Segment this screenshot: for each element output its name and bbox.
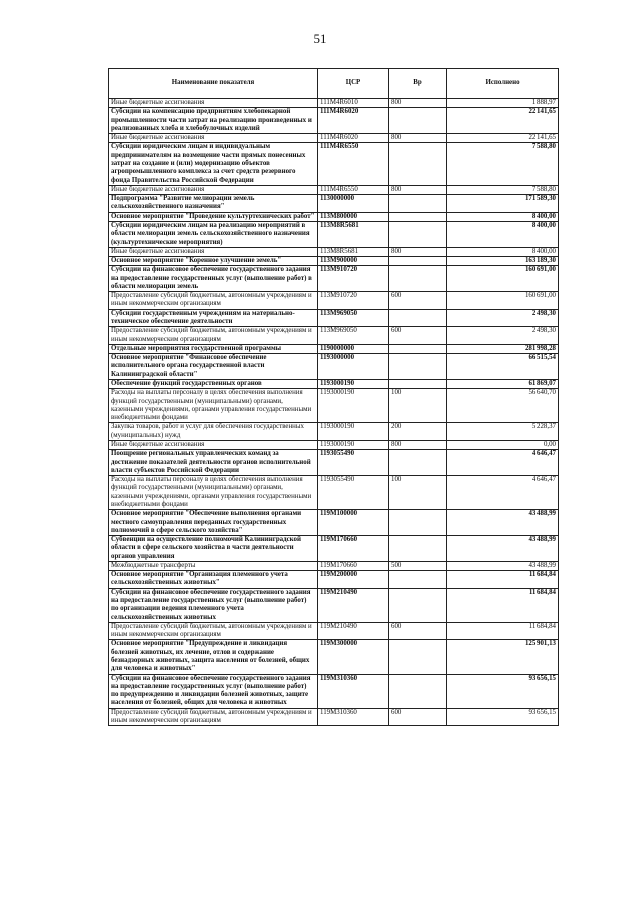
table-row [109,257,559,266]
row-sum-cell: 11 684,84 [447,588,559,622]
row-vr-cell [389,108,447,134]
table-row [109,423,559,441]
row-vr-cell: 800 [389,99,447,108]
row-name-cell: Субсидии на финансовое обеспечение государственного задания на предоставление государственных услуг (выполнение работ) по организации ведения племенного учета сельскохозяйственных животных [109,588,318,622]
row-vr-cell [389,380,447,389]
table-row [109,221,559,247]
row-vr-cell [389,450,447,476]
row-csr-cell: 119M170660 [318,561,389,570]
row-name-cell: Предоставление субсидий бюджетным, автономным учреждениям и иным некоммерческим организациям [109,327,318,345]
row-vr-cell: 200 [389,423,447,441]
row-csr-cell: 119M310360 [318,708,389,726]
row-sum-cell: 43 488,99 [447,536,559,562]
row-name-cell: Субсидии на финансовое обеспечение государственного задания на предоставление государственных услуг (выполнение работ) в области мелиорации земель [109,266,318,292]
row-csr-cell: 1193000190 [318,380,389,389]
table-row [109,327,559,345]
row-csr-cell: 1193055490 [318,450,389,476]
row-vr-cell: 800 [389,247,447,256]
row-vr-cell [389,640,447,674]
table-row [109,380,559,389]
row-vr-cell [389,536,447,562]
row-vr-cell [389,221,447,247]
row-vr-cell: 100 [389,476,447,510]
table-row [109,510,559,536]
row-csr-cell: 113M800000 [318,212,389,221]
row-csr-cell: 1193000190 [318,423,389,441]
table-row [109,309,559,327]
row-name-cell: Расходы на выплаты персоналу в целях обеспечения выполнения функций государственными (муниципальными) органами, казенными учреждениями, органами управления государственными внебюджетными фондами [109,476,318,510]
row-csr-cell: 111M4R6020 [318,108,389,134]
row-vr-cell [389,212,447,221]
row-sum-cell: 125 901,13 [447,640,559,674]
row-vr-cell: 800 [389,185,447,194]
table-row [109,99,559,108]
row-vr-cell: 600 [389,292,447,310]
row-name-cell: Поощрение региональных управленческих команд за достижение показателей деятельности органов исполнительной власти субъектов Российской Федерации [109,450,318,476]
table-row [109,143,559,185]
row-csr-cell: 1130000000 [318,195,389,213]
table-row [109,588,559,622]
row-sum-cell: 8 400,00 [447,221,559,247]
row-vr-cell: 600 [389,327,447,345]
row-name-cell: Предоставление субсидий бюджетным, автономным учреждениям и иным некоммерческим организациям [109,292,318,310]
row-sum-cell: 281 998,28 [447,344,559,353]
row-csr-cell: 113M8R5681 [318,221,389,247]
row-sum-cell: 160 691,00 [447,292,559,310]
table-header-row [109,69,559,99]
row-vr-cell: 100 [389,389,447,423]
row-sum-cell: 93 656,15 [447,674,559,708]
row-name-cell: Закупка товаров, работ и услуг для обеспечения государственных (муниципальных) нужд [109,423,318,441]
row-csr-cell: 113M969050 [318,309,389,327]
row-name-cell: Основное мероприятие "Организация племенного учета сельскохозяйственных животных" [109,571,318,589]
row-sum-cell: 43 488,99 [447,510,559,536]
row-csr-cell: 111M4R6010 [318,99,389,108]
row-sum-cell: 22 141,65 [447,108,559,134]
row-csr-cell: 113M969050 [318,327,389,345]
budget-table [108,68,559,726]
row-csr-cell: 1190000000 [318,344,389,353]
row-name-cell: Иные бюджетные ассигнования [109,99,318,108]
row-name-cell: Иные бюджетные ассигнования [109,247,318,256]
header-name: Наименование показателя [109,69,318,99]
row-sum-cell: 4 646,47 [447,450,559,476]
row-vr-cell [389,674,447,708]
row-sum-cell: 11 684,84 [447,571,559,589]
row-name-cell: Основное мероприятие "Обеспечение выполнения органами местного самоуправления переданных государственных полномочий в сфере сельского хозяйства" [109,510,318,536]
row-name-cell: Основное мероприятие "Финансовое обеспечение исполнительного органа государственной власти Калининградской области" [109,354,318,380]
row-vr-cell [389,195,447,213]
table-body [109,99,559,726]
row-name-cell: Субвенции на осуществление полномочий Калининградской области в сфере сельского хозяйства в части деятельности органов управления [109,536,318,562]
row-sum-cell: 8 400,00 [447,247,559,256]
table-row [109,536,559,562]
table-row [109,212,559,221]
row-sum-cell: 93 656,15 [447,708,559,726]
row-sum-cell: 2 498,30 [447,327,559,345]
header-sum: Исполнено [447,69,559,99]
table-row [109,247,559,256]
row-name-cell: Предоставление субсидий бюджетным, автономным учреждениям и иным некоммерческим организациям [109,622,318,640]
row-vr-cell: 800 [389,440,447,449]
table-row [109,266,559,292]
row-csr-cell: 113M910720 [318,266,389,292]
table-row [109,195,559,213]
row-vr-cell [389,354,447,380]
table-row [109,108,559,134]
row-sum-cell: 5 228,37 [447,423,559,441]
table-row [109,440,559,449]
row-name-cell: Расходы на выплаты персоналу в целях обеспечения выполнения функций государственными (муниципальными) органами, казенными учреждениями, органами управления государственными внебюджетными фондами [109,389,318,423]
row-vr-cell: 800 [389,134,447,143]
row-csr-cell: 119M170660 [318,536,389,562]
row-sum-cell: 4 646,47 [447,476,559,510]
table-row [109,185,559,194]
table-row [109,640,559,674]
header-csr: ЦСР [318,69,389,99]
row-sum-cell: 8 400,00 [447,212,559,221]
row-csr-cell: 113M8R5681 [318,247,389,256]
row-sum-cell: 61 869,07 [447,380,559,389]
row-sum-cell: 0,00 [447,440,559,449]
row-sum-cell: 160 691,00 [447,266,559,292]
row-name-cell: Субсидии государственным учреждениям на материально-техническое обеспечение деятельности [109,309,318,327]
table-row [109,292,559,310]
header-vr: Вр [389,69,447,99]
table-row [109,561,559,570]
row-name-cell: Отдельные мероприятия государственной программы [109,344,318,353]
row-vr-cell [389,510,447,536]
row-csr-cell: 113M900000 [318,257,389,266]
table-row [109,622,559,640]
row-csr-cell: 119M210490 [318,588,389,622]
row-sum-cell: 1 888,97 [447,99,559,108]
row-vr-cell [389,143,447,185]
row-name-cell: Основное мероприятие "Предупреждение и ликвидация болезней животных, их лечение, отлов и содержание безнадзорных животных, защита населения от болезней, общих для человека и животных" [109,640,318,674]
row-name-cell: Предоставление субсидий бюджетным, автономным учреждениям и иным некоммерческим организациям [109,708,318,726]
row-name-cell: Основное мероприятие "Коренное улучшение земель" [109,257,318,266]
row-name-cell: Иные бюджетные ассигнования [109,134,318,143]
table-row [109,476,559,510]
table-row [109,354,559,380]
row-vr-cell [389,588,447,622]
table-row [109,134,559,143]
row-vr-cell [389,571,447,589]
row-sum-cell: 43 488,99 [447,561,559,570]
row-sum-cell: 7 588,80 [447,143,559,185]
row-csr-cell: 1193000190 [318,389,389,423]
row-name-cell: Обеспечение функций государственных органов [109,380,318,389]
row-sum-cell: 171 589,30 [447,195,559,213]
row-csr-cell: 119M200000 [318,571,389,589]
row-name-cell: Субсидии на финансовое обеспечение государственного задания на предоставление государственных услуг (выполнение работ) по предупреждению и ликвидации болезней животных, защите населения от болезней, общих для человека и животных [109,674,318,708]
row-csr-cell: 119M210490 [318,622,389,640]
row-csr-cell: 111M4R6550 [318,185,389,194]
row-sum-cell: 66 515,54 [447,354,559,380]
table-row [109,389,559,423]
row-name-cell: Субсидии юридическим лицам и индивидуальным предпринимателям на возмещение части прямых понесенных затрат на создание и (или) модернизацию объектов агропромышленного комплекса за счет средств резервного фонда Правительства Российской Федерации [109,143,318,185]
row-sum-cell: 7 588,80 [447,185,559,194]
row-sum-cell: 163 189,30 [447,257,559,266]
row-vr-cell [389,257,447,266]
page-number: 51 [313,31,327,46]
row-csr-cell: 1193055490 [318,476,389,510]
row-name-cell: Субсидии юридическим лицам на реализацию мероприятий в области мелиорации земель сельскохозяйственного назначения (культуртехнические мероприятия) [109,221,318,247]
row-name-cell: Межбюджетные трансферты [109,561,318,570]
row-csr-cell: 119M310360 [318,674,389,708]
row-csr-cell: 111M4R6020 [318,134,389,143]
table-row [109,450,559,476]
table-row [109,708,559,726]
row-name-cell: Субсидии на компенсацию предприятиям хлебопекарной промышленности части затрат на реализацию произведенных и реализованных хлеба и хлебобулочных изделий [109,108,318,134]
row-sum-cell: 22 141,65 [447,134,559,143]
row-sum-cell: 56 640,70 [447,389,559,423]
table-row [109,674,559,708]
row-sum-cell: 11 684,84 [447,622,559,640]
row-vr-cell [389,344,447,353]
row-name-cell: Иные бюджетные ассигнования [109,440,318,449]
table-row [109,344,559,353]
row-name-cell: Подпрограмма "Развитие мелиорации земель сельскохозяйственного назначения" [109,195,318,213]
row-csr-cell: 1193000190 [318,440,389,449]
row-csr-cell: 1193000000 [318,354,389,380]
row-vr-cell: 600 [389,622,447,640]
row-csr-cell: 119M300000 [318,640,389,674]
row-vr-cell: 600 [389,708,447,726]
row-sum-cell: 2 498,30 [447,309,559,327]
row-csr-cell: 113M910720 [318,292,389,310]
row-csr-cell: 119M100000 [318,510,389,536]
row-vr-cell [389,266,447,292]
row-vr-cell: 500 [389,561,447,570]
row-name-cell: Иные бюджетные ассигнования [109,185,318,194]
row-vr-cell [389,309,447,327]
table-row [109,571,559,589]
row-name-cell: Основное мероприятие "Проведение культуртехнических работ" [109,212,318,221]
row-csr-cell: 111M4R6550 [318,143,389,185]
